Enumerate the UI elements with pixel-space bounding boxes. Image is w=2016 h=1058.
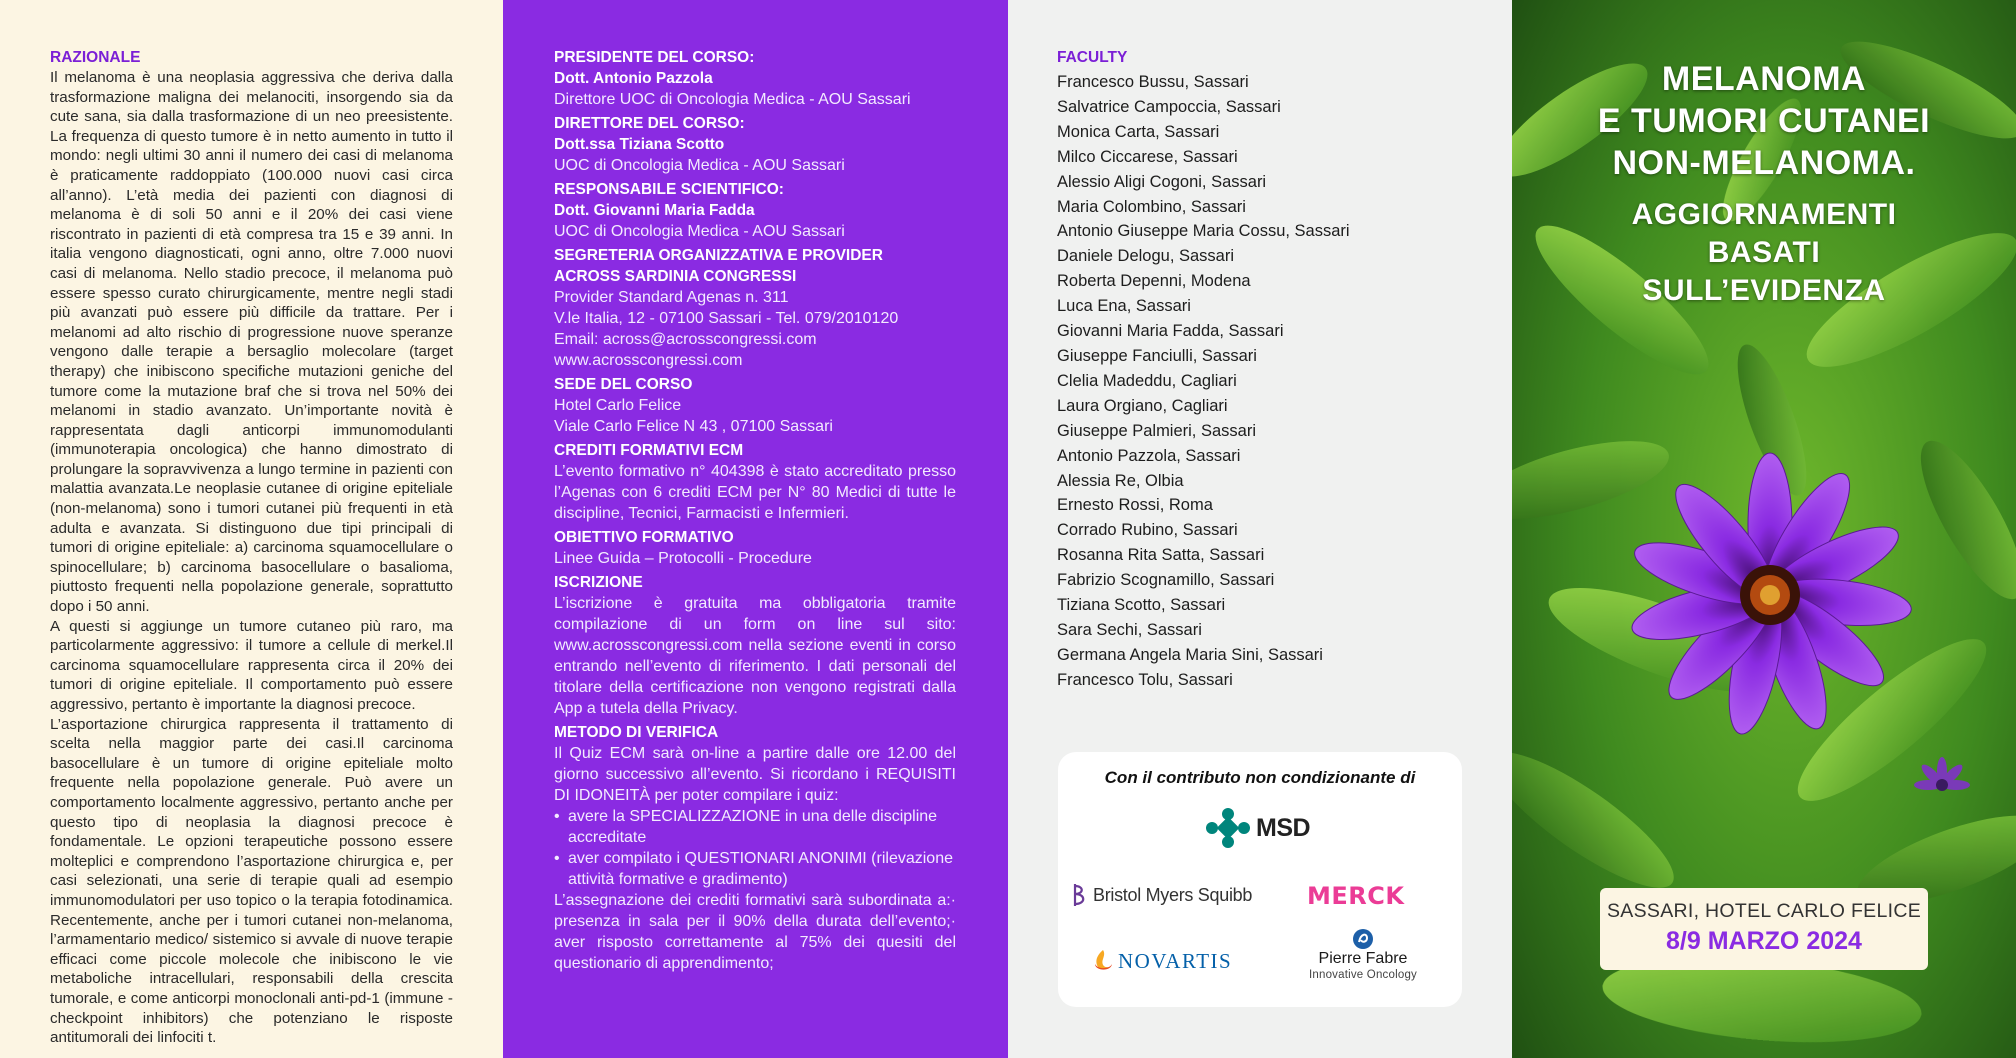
segreteria-provider: Provider Standard Agenas n. 311: [554, 289, 789, 306]
list-item: Salvatrice Campoccia, Sassari: [1057, 97, 1281, 116]
responsabile-role: UOC di Oncologia Medica - AOU Sassari: [554, 223, 845, 240]
razionale-text: [50, 68, 453, 1048]
segreteria-address: V.le Italia, 12 - 07100 Sassari - Tel. 079/2010120: [554, 310, 899, 327]
sponsor-box: [1058, 752, 1462, 1007]
sede-hotel: Hotel Carlo Felice: [554, 397, 682, 414]
verifica-intro: Il Quiz ECM sarà on-line a partire dalle ore 12.00 del giorno successivo all’evento. Si ricordano i REQUISITI DI IDONEITÀ per poter compilare i quiz:: [554, 745, 956, 804]
razionale-paragraph: A questi si aggiunge un tumore cutaneo più raro, ma particolarmente aggressivo: il tumore a cellule di merkel.Il carcinoma squamocellulare rappresenta circa il 20% dei tumori di origine epiteliale. Il comportamento può essere aggressivo, pertanto è importante la diagnosi precoce.: [50, 617, 453, 713]
direttore-heading: DIRETTORE DEL CORSO:: [554, 115, 745, 132]
section-sede: [554, 375, 956, 437]
section-presidente: [554, 48, 956, 110]
list-item: Ernesto Rossi, Roma: [1057, 496, 1213, 515]
bristol-myers-squibb-logo: [1072, 882, 1252, 908]
iscrizione-heading: ISCRIZIONE: [554, 574, 643, 591]
verifica-outro: L’assegnazione dei crediti formativi sarà subordinata a:· presenza in sala per il 90% della durata dell’evento;· aver risposto correttamente al 75% dei quesiti del questionario di apprendimento;: [554, 892, 956, 972]
verifica-heading: METODO DI VERIFICA: [554, 724, 719, 741]
msd-wordmark: MSD: [1256, 813, 1311, 842]
sede-address: Viale Carlo Felice N 43 , 07100 Sassari: [554, 418, 833, 435]
pierre-fabre-logo: [1288, 928, 1438, 982]
razionale-heading: RAZIONALE: [50, 49, 141, 66]
subtitle-line: AGGIORNAMENTI: [1631, 198, 1897, 231]
list-item: Francesco Bussu, Sassari: [1057, 73, 1249, 91]
sede-heading: SEDE DEL CORSO: [554, 376, 693, 393]
obiettivo-heading: OBIETTIVO FORMATIVO: [554, 529, 734, 546]
list-item: Clelia Madeddu, Cagliari: [1057, 371, 1237, 390]
list-item: Antonio Giuseppe Maria Cossu, Sassari: [1057, 222, 1350, 241]
list-item: Maria Colombino, Sassari: [1057, 197, 1246, 216]
pierre-fabre-mark-icon: [1352, 928, 1374, 950]
bms-mark-icon: [1072, 882, 1090, 908]
title-line: E TUMORI CUTANEI: [1597, 102, 1931, 140]
bms-wordmark: Bristol Myers Squibb: [1093, 884, 1253, 905]
list-item: Daniele Delogu, Sassari: [1057, 247, 1235, 266]
section-iscrizione: [554, 573, 956, 719]
novartis-logo: [1092, 948, 1232, 974]
sponsor-title: Con il contributo non condizionante di: [1104, 768, 1416, 787]
iscrizione-text: L’iscrizione è gratuita ma obbligatoria tramite compilazione di un form on line sul sito: www.acrosscongressi.com nella sezione eventi in corso entrando nell’evento di riferimento. I dati personali del titolare della certificazione non vengono registrati dalla App a tutela della Privacy.: [554, 595, 956, 717]
section-obiettivo: [554, 528, 956, 569]
pierre-fabre-tagline: Innovative Oncology: [1308, 969, 1417, 981]
list-item: Sara Sechi, Sassari: [1057, 620, 1202, 639]
list-item: Antonio Pazzola, Sassari: [1057, 446, 1241, 465]
razionale-paragraph: L’asportazione chirurgica rappresenta il trattamento di scelta nella maggior parte dei casi.Il carcinoma basocellulare è un tumore di origine epiteliale molto frequente nella popolazione generale. Può avere un comportamento localmente aggressivo, pertanto anche per questo tipo di neoplasia la diagnosi precoce è fondamentale. Le opzioni terapeutiche possono essere molteplici e comprendono l’asportazione chirurgica e, per casi selezionati, una serie di terapie quali ad esempio immunomodulatori per uso topico o la terapia fotodinamica. Recentemente, anche per i tumori cutanei non-melanoma, l’armamentario medico/ sistemico si avvale di nuove terapie efficaci come piccole molecole che inibiscono le vie metaboliche intracellulari, responsabili della crescita tumorale, e come anticorpi monoclonali anti-pd-1 (immune - checkpoint inhibitors) che potenziano le risposte antitumorali dei linfociti t.: [50, 715, 453, 1047]
section-responsabile: [554, 180, 956, 242]
list-item: Alessia Re, Olbia: [1057, 471, 1184, 490]
obiettivo-text: Linee Guida – Protocolli - Procedure: [554, 550, 812, 567]
presidente-role: Direttore UOC di Oncologia Medica - AOU Sassari: [554, 91, 911, 108]
venue-box: [1600, 888, 1928, 970]
title-line: NON-MELANOMA.: [1612, 144, 1916, 182]
list-item: Giuseppe Palmieri, Sassari: [1057, 421, 1256, 440]
responsabile-heading: RESPONSABILE SCIENTIFICO:: [554, 181, 784, 198]
panel-cover: [1512, 0, 2016, 1058]
list-item: Fabrizio Scognamillo, Sassari: [1057, 571, 1275, 590]
list-item: Francesco Tolu, Sassari: [1057, 670, 1233, 689]
list-item: Luca Ena, Sassari: [1057, 297, 1191, 316]
section-crediti: [554, 441, 956, 524]
segreteria-email-link[interactable]: Email: across@acrosscongressi.com: [554, 331, 817, 348]
panel-course-info: [503, 0, 1008, 1058]
list-item: • aver compilato i QUESTIONARI ANONIMI (rilevazione attività formative e gradimento): [554, 848, 956, 890]
subtitle-line: SULL’EVIDENZA: [1642, 274, 1886, 307]
list-item: • avere la SPECIALIZZAZIONE in una delle discipline accreditate: [554, 806, 956, 848]
list-item: Tiziana Scotto, Sassari: [1057, 596, 1226, 615]
msd-logo: [1206, 808, 1310, 848]
section-direttore: [554, 114, 956, 176]
presidente-heading: PRESIDENTE DEL CORSO:: [554, 49, 755, 66]
merck-wordmark: MERCK: [1307, 882, 1405, 910]
msd-mark-icon: [1206, 808, 1250, 848]
pierre-fabre-wordmark: Pierre Fabre: [1318, 950, 1408, 967]
segreteria-heading: SEGRETERIA ORGANIZZATIVA E PROVIDER: [554, 247, 883, 264]
panel-razionale: [0, 0, 503, 1058]
subtitle-line: BASATI: [1707, 236, 1821, 269]
presidente-name: Dott. Antonio Pazzola: [554, 70, 713, 87]
faculty-list: [1057, 70, 1467, 693]
novartis-flame-icon: [1092, 948, 1114, 974]
title-line: MELANOMA: [1661, 60, 1867, 98]
direttore-name: Dott.ssa Tiziana Scotto: [554, 136, 725, 153]
list-item: Rosanna Rita Satta, Sassari: [1057, 546, 1265, 565]
list-item: Giuseppe Fanciulli, Sassari: [1057, 346, 1257, 365]
list-item: Giovanni Maria Fadda, Sassari: [1057, 322, 1284, 341]
razionale-paragraph: Il melanoma è una neoplasia aggressiva che deriva dalla trasformazione maligna dei melanociti, insorgendo sia da cute sana, sia dalla trasformazione di un neo preesistente. La frequenza di questo tumore è in netto aumento in tutto il mondo: negli ultimi 30 anni il numero dei casi di melanoma è praticamente raddoppiato (100.000 nuovi casi circa all’anno). L’età media dei pazienti con diagnosi di melanoma è di soli 50 anni e il 20% dei casi viene riscontrato in pazienti di età compresa tra 15 e 39 anni. In italia vengono diagnosticati, ogni anno, oltre 7.000 nuovi casi di melanoma. Nello stadio precoce, il melanoma può essere spesso curato chirurgicamente, mentre negli stadi più avanzati può essere più difficile da trattare. Per i melanomi ad alto rischio di progressione nuove speranze vengono dalle terapie a bersaglio molecolare (target therapy) che inibiscono specifiche mutazioni geniche del tumore come la mutazione braf che si trova nel 50% dei melanomi in stadio avanzato. Un’importante novità è rappresentata dagli anticorpi immunomodulanti (immunoterapia oncologica) che hanno dimostrato di prolungare la sopravvivenza a lungo termine in pazienti con malattia avanzata.Le neoplasie cutanee di origine epiteliale (non-melanoma) sono i tumori cutanei più frequenti in età adulta e avanzata. Si distinguono due tipi principali di tumori di origine epiteliale: a) carcinoma squamocellulare o spinocellulare; b) carcinoma basocellulare o basalioma, piuttosto frequenti nella popolazione generale, soprattutto dopo i 50 anni.: [50, 69, 453, 616]
novartis-wordmark: NOVARTIS: [1118, 948, 1233, 973]
list-item: Corrado Rubino, Sassari: [1057, 521, 1238, 540]
list-item: Alessio Aligi Cogoni, Sassari: [1057, 172, 1267, 191]
crediti-text: L’evento formativo n° 404398 è stato accreditato presso l’Agenas con 6 crediti ECM per N° 80 Medici di tutte le discipline, Tecnici, Farmacisti e Infermieri.: [554, 463, 956, 522]
venue-text: SASSARI, HOTEL CARLO FELICE: [1606, 900, 1922, 922]
responsabile-name: Dott. Giovanni Maria Fadda: [554, 202, 755, 219]
direttore-role: UOC di Oncologia Medica - AOU Sassari: [554, 157, 845, 174]
list-item: Roberta Depenni, Modena: [1057, 272, 1251, 291]
segreteria-website-link[interactable]: www.acrosscongressi.com: [554, 352, 743, 369]
list-item: Monica Carta, Sassari: [1057, 122, 1220, 141]
crediti-heading: CREDITI FORMATIVI ECM: [554, 442, 744, 459]
list-item: Laura Orgiano, Cagliari: [1057, 396, 1228, 415]
verifica-requirements-list: [554, 806, 956, 890]
event-date: 8/9 MARZO 2024: [1666, 927, 1862, 955]
faculty-heading: FACULTY: [1057, 49, 1128, 66]
cover-title: [1512, 58, 2016, 310]
list-item: Milco Ciccarese, Sassari: [1057, 147, 1238, 166]
segreteria-name: ACROSS SARDINIA CONGRESSI: [554, 268, 797, 285]
merck-logo: [1307, 882, 1404, 910]
panel-faculty: [1008, 0, 1512, 1058]
section-verifica: [554, 723, 956, 974]
section-segreteria: [554, 246, 956, 371]
list-item: Germana Angela Maria Sini, Sassari: [1057, 645, 1323, 664]
